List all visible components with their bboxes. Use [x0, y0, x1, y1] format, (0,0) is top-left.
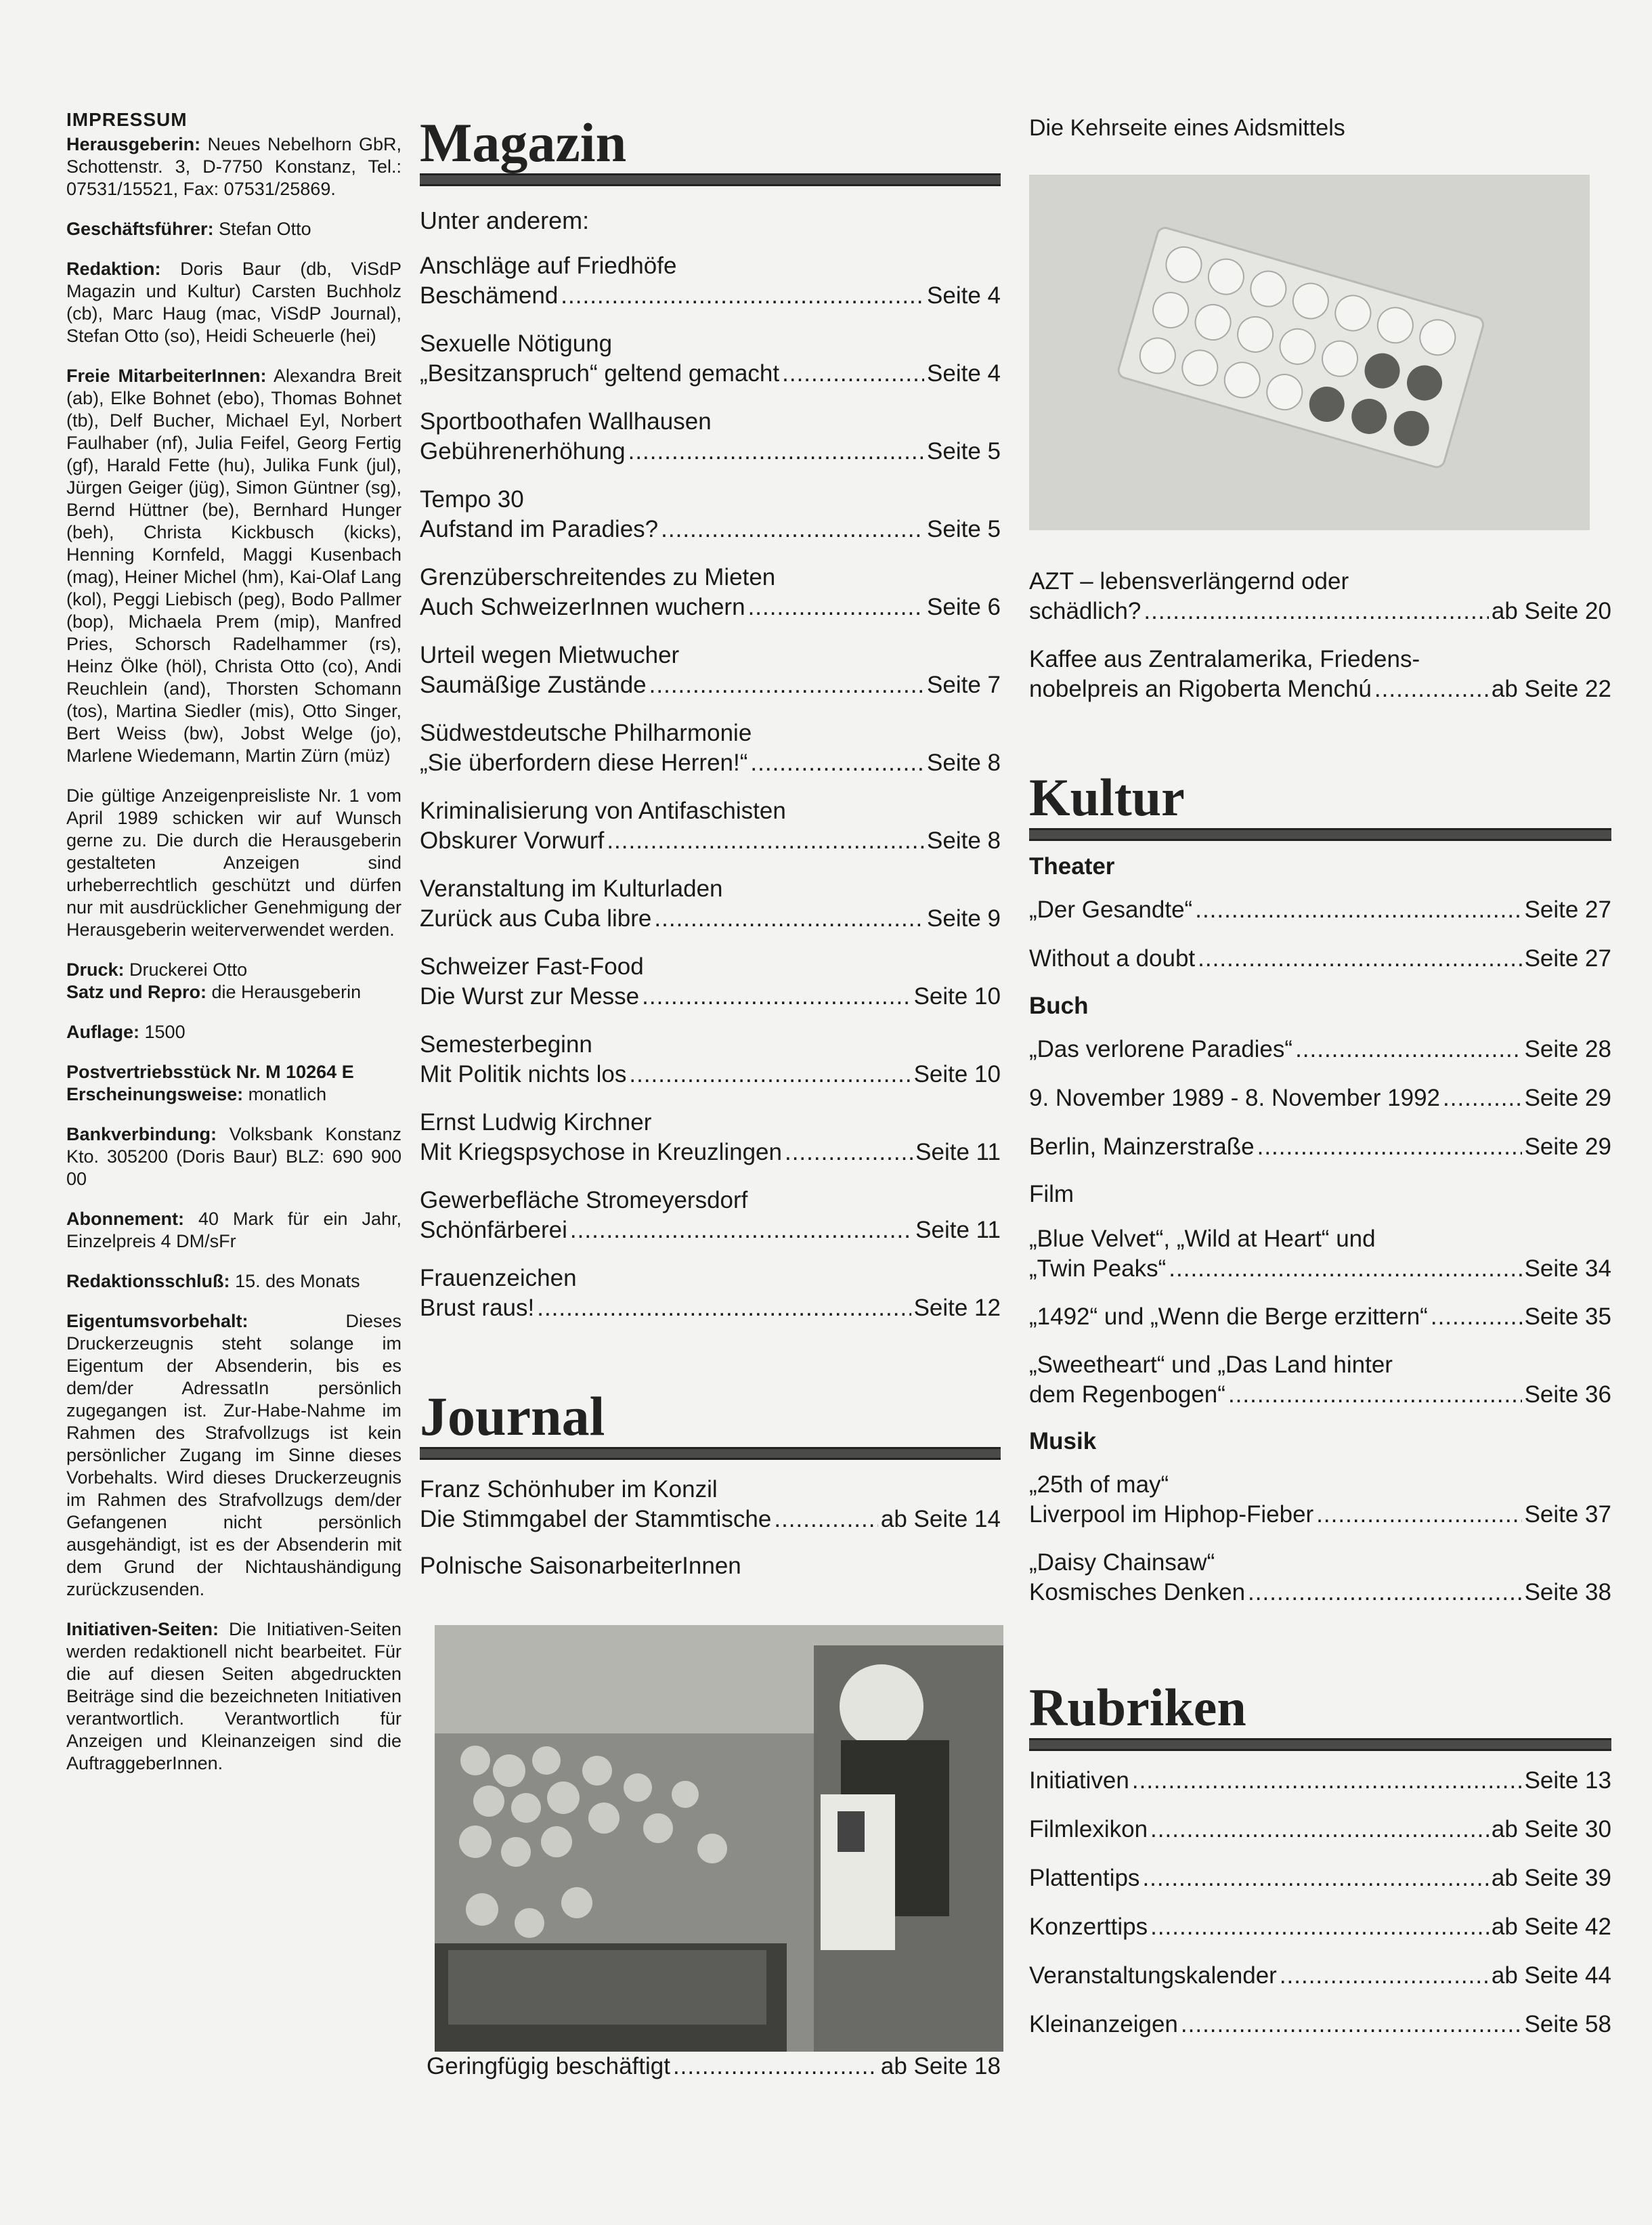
entry-text: „Das verlorene Paradies“: [1029, 1036, 1293, 1062]
dot-leader: [537, 1293, 911, 1323]
entry-text: Die Stimmgabel der Stammtische: [420, 1506, 772, 1532]
page-number: Seite 4: [927, 360, 1001, 387]
seasonal-workers-photo: [435, 1625, 1003, 2052]
entry-text: Mit Kriegspsychose in Kreuzlingen: [420, 1139, 782, 1165]
toc-entry[interactable]: [420, 641, 1001, 700]
page-number: ab Seite 42: [1491, 1914, 1611, 1940]
entry-text: Urteil wegen Mietwucher: [420, 642, 680, 668]
workers-photo-caption: Polnische SaisonarbeiterInnen: [420, 1553, 741, 1579]
dot-leader: [661, 515, 924, 544]
toc-entry[interactable]: [420, 952, 1001, 1012]
entry-text: Schönfärberei: [420, 1217, 567, 1243]
dot-leader: [782, 359, 924, 389]
dot-leader: [561, 281, 924, 311]
theater-label: Theater: [1029, 853, 1115, 880]
entry-text: Mit Politik nichts los: [420, 1061, 627, 1087]
dot-leader: [1316, 1500, 1521, 1530]
impressum-heading: IMPRESSUM: [66, 109, 188, 130]
magazin-intro: Unter anderem:: [420, 207, 590, 234]
entry-text: Sportboothafen Wallhausen: [420, 408, 712, 435]
toc-entry[interactable]: [1029, 567, 1611, 626]
magazin-rule: [420, 173, 1001, 186]
entry-text: Kaffee aus Zentralamerika, Friedens-: [1029, 646, 1420, 672]
dot-leader: [1228, 1380, 1522, 1410]
entry-text: Berlin, Mainzerstraße: [1029, 1133, 1255, 1160]
page-number: Seite 27: [1524, 897, 1611, 923]
toc-entry[interactable]: [420, 563, 1001, 622]
toc-entry[interactable]: [1029, 1815, 1611, 1844]
page-number: ab Seite 20: [1491, 598, 1611, 624]
entry-text: dem Regenbogen“: [1029, 1381, 1225, 1408]
dot-leader: [1431, 1302, 1522, 1332]
film-label: Film: [1029, 1181, 1074, 1207]
page-number: Seite 6: [927, 594, 1001, 620]
entry-text: Sexuelle Nötigung: [420, 330, 613, 357]
dot-leader: [1195, 895, 1521, 925]
dot-leader: [628, 437, 924, 467]
dot-leader: [1144, 597, 1489, 626]
entry-text: „Twin Peaks“: [1029, 1255, 1167, 1282]
page-number: Seite 58: [1524, 2011, 1611, 2037]
page-number: Seite 34: [1524, 1255, 1611, 1282]
page-number: Seite 29: [1524, 1133, 1611, 1160]
page-number: Seite 11: [915, 1217, 1001, 1243]
entry-text: AZT – lebensverlängernd oder: [1029, 568, 1349, 595]
entry-text: Zurück aus Cuba libre: [420, 905, 652, 932]
entry-text: Kleinanzeigen: [1029, 2011, 1178, 2037]
toc-entry[interactable]: [420, 796, 1001, 856]
dot-leader: [1295, 1035, 1522, 1064]
page-number: ab Seite 44: [1491, 1962, 1611, 1989]
dot-leader: [607, 826, 924, 856]
entry-text: Beschämend: [420, 282, 559, 309]
buch-label: Buch: [1029, 993, 1089, 1019]
dot-leader: [1142, 1863, 1488, 1893]
toc-entry[interactable]: [1029, 1132, 1611, 1162]
toc-entry[interactable]: [420, 1263, 1001, 1323]
page-number: Seite 7: [927, 672, 1001, 698]
page-number: Seite 38: [1524, 1579, 1611, 1605]
toc-entry[interactable]: [1029, 1302, 1611, 1332]
dot-leader: [649, 670, 924, 700]
pill-photo-caption: Die Kehrseite eines Aidsmittels: [1029, 115, 1345, 141]
entry-text: „Blue Velvet“, „Wild at Heart“ und: [1029, 1226, 1376, 1252]
entry-text: Geringfügig beschäftigt: [427, 2053, 670, 2079]
entry-text: Kriminalisierung von Antifaschisten: [420, 798, 786, 824]
entry-text: Die Wurst zur Messe: [420, 983, 640, 1010]
impressum-circulation: Auflage: 1500: [66, 1022, 186, 1042]
dot-leader: [750, 748, 924, 778]
entry-text: Obskurer Vorwurf: [420, 827, 605, 854]
entry-text: 9. November 1989 - 8. November 1992: [1029, 1085, 1440, 1111]
entry-text: Without a doubt: [1029, 945, 1196, 972]
page-number: Seite 29: [1524, 1085, 1611, 1111]
dot-leader: [642, 982, 911, 1012]
page-number: ab Seite 30: [1491, 1816, 1611, 1842]
entry-text: Semesterbeginn: [420, 1031, 592, 1058]
page-number: Seite 13: [1524, 1767, 1611, 1794]
journal-rule: [420, 1447, 1001, 1460]
kultur-title: Kultur: [1029, 768, 1185, 827]
impressum-editors: Redaktion: Doris Baur (db, ViSdP Magazin und Kultur) Carsten Buchholz (cb), Marc Haug (mac, ViSdP Journal), Stefan Otto (so), Heidi Scheuerle (hei): [66, 259, 401, 346]
page-number: Seite 35: [1524, 1303, 1611, 1330]
dot-leader: [1150, 1912, 1489, 1942]
dot-leader: [673, 2053, 878, 2080]
right-column: [1029, 115, 1611, 2058]
impressum-postal: Postvertriebsstück Nr. M 10264 E Erscheinungsweise: monatlich: [66, 1062, 354, 1104]
toc-entry[interactable]: [1029, 1912, 1611, 1942]
page-number: Seite 10: [913, 983, 1001, 1010]
impressum-subscription: Abonnement: 40 Mark für ein Jahr, Einzelpreis 4 DM/sFr: [66, 1209, 401, 1251]
entry-text: Tempo 30: [420, 486, 524, 513]
page-number: Seite 12: [913, 1295, 1001, 1321]
dot-leader: [748, 592, 924, 622]
impressum-manager: Geschäftsführer: Stefan Otto: [66, 219, 311, 239]
entry-text: „Sie überfordern diese Herren!“: [420, 750, 748, 776]
entry-text: Frauenzeichen: [420, 1265, 577, 1291]
dot-leader: [1257, 1132, 1522, 1162]
toc-entry[interactable]: [420, 407, 1001, 467]
impressum-publisher: Herausgeberin: Neues Nebelhorn GbR, Schottenstr. 3, D-7750 Konstanz, Tel.: 07531/15521, Fax: 07531/25869.: [66, 134, 401, 199]
entry-text: „Sweetheart“ und „Das Land hinter: [1029, 1352, 1393, 1378]
dot-leader: [785, 1138, 913, 1167]
entry-text: Ernst Ludwig Kirchner: [420, 1109, 652, 1136]
toc-entry[interactable]: [420, 874, 1001, 934]
entry-text: Südwestdeutsche Philharmonie: [420, 720, 752, 746]
toc-entry[interactable]: [420, 1475, 1001, 1534]
magazin-title: Magazin: [420, 112, 627, 173]
page-number: ab Seite 18: [880, 2053, 1001, 2079]
page-number: Seite 36: [1524, 1381, 1611, 1408]
page-number: Seite 8: [927, 750, 1001, 776]
page-number: Seite 9: [927, 905, 1001, 932]
entry-text: Veranstaltungskalender: [1029, 1962, 1277, 1989]
toc-entry[interactable]: [1029, 1548, 1611, 1607]
entry-text: Plattentips: [1029, 1865, 1140, 1891]
toc-entry[interactable]: [420, 1186, 1001, 1245]
page-number: ab Seite 39: [1491, 1865, 1611, 1891]
page-number: Seite 4: [927, 282, 1001, 309]
impressum-ads-notice: Die gültige Anzeigenpreisliste Nr. 1 vom April 1989 schicken wir auf Wunsch gerne zu. Die durch die Herausgeberin gestalteten Anzeigen sind urheberrechtlich geschützt und dürfen nur mit ausdrücklicher Genehmigung der Herausgeberin weiterverwendet werden.: [66, 785, 401, 940]
dot-leader: [774, 1505, 878, 1534]
entry-text: „Besitzanspruch“ geltend gemacht: [420, 360, 780, 387]
impressum-column: [66, 108, 401, 1792]
entry-text: Liverpool im Hiphop-Fieber: [1029, 1501, 1314, 1528]
dot-leader: [1181, 2010, 1522, 2039]
impressum-initiatives: Initiativen-Seiten: Die Initiativen-Seiten werden redaktionell nicht bearbeitet. Für die auf diesen Seiten abgedruckten Beiträge sind die bezeichneten Initiativen verantwortlich. Verantwortlich für Anzeigen und Kleinanzeigen sind die AuftraggeberInnen.: [66, 1619, 401, 1773]
page-number: ab Seite 14: [880, 1506, 1001, 1532]
toc-entry[interactable]: [1029, 1470, 1611, 1530]
dot-leader: [1150, 1815, 1489, 1844]
entry-text: „25th of may“: [1029, 1471, 1169, 1498]
dot-leader: [1169, 1254, 1521, 1284]
entry-text: Grenzüberschreitendes zu Mieten: [420, 564, 776, 590]
page-number: Seite 5: [927, 516, 1001, 542]
page-number: Seite 8: [927, 827, 1001, 854]
impressum-deadline: Redaktionsschluß: 15. des Monats: [66, 1271, 360, 1291]
dot-leader: [1198, 944, 1521, 974]
entry-text: „Der Gesandte“: [1029, 897, 1193, 923]
page-number: Seite 28: [1524, 1036, 1611, 1062]
dot-leader: [1280, 1961, 1489, 1991]
toc-entry[interactable]: [420, 1108, 1001, 1167]
dot-leader: [1443, 1083, 1522, 1113]
impressum-print: Druck: Druckerei Otto Satz und Repro: die Herausgeberin: [66, 959, 362, 1002]
toc-entry[interactable]: [420, 485, 1001, 544]
toc-entry[interactable]: [1029, 944, 1611, 974]
dot-leader: [1374, 674, 1489, 704]
entry-text: Filmlexikon: [1029, 1816, 1148, 1842]
entry-text: Konzerttips: [1029, 1914, 1148, 1940]
toc-entry[interactable]: [420, 251, 1001, 311]
entry-text: Veranstaltung im Kulturladen: [420, 876, 723, 902]
entry-text: Aufstand im Paradies?: [420, 516, 659, 542]
rubriken-rule: [1029, 1738, 1611, 1751]
entry-text: „Daisy Chainsaw“: [1029, 1549, 1215, 1576]
rubriken-title: Rubriken: [1029, 1678, 1246, 1737]
entry-text: Gebührenerhöhung: [420, 438, 626, 465]
entry-text: Kosmisches Denken: [1029, 1579, 1246, 1605]
dot-leader: [1248, 1578, 1522, 1607]
entry-text: schädlich?: [1029, 598, 1142, 624]
entry-text: Auch SchweizerInnen wuchern: [420, 594, 745, 620]
toc-entry[interactable]: [1029, 1224, 1611, 1284]
toc-entry[interactable]: [1029, 1083, 1611, 1113]
kultur-rule: [1029, 828, 1611, 841]
toc-entry[interactable]: [1029, 895, 1611, 925]
middle-column: [420, 112, 1001, 1596]
page-number: Seite 37: [1524, 1501, 1611, 1528]
dot-leader: [570, 1215, 913, 1245]
entry-text: „1492“ und „Wenn die Berge erzittern“: [1029, 1303, 1428, 1330]
entry-text: Anschläge auf Friedhöfe: [420, 253, 677, 279]
page-number: Seite 11: [915, 1139, 1001, 1165]
page-number: Seite 27: [1524, 945, 1611, 972]
toc-entry[interactable]: [1029, 1035, 1611, 1064]
toc-entry[interactable]: [1029, 2010, 1611, 2039]
workers-caption-row[interactable]: [427, 2053, 1001, 2080]
toc-entry[interactable]: [1029, 1961, 1611, 1991]
entry-text: Franz Schönhuber im Konzil: [420, 1476, 718, 1503]
entry-text: Brust raus!: [420, 1295, 535, 1321]
toc-entry[interactable]: [1029, 1863, 1611, 1893]
entry-text: nobelpreis an Rigoberta Menchú: [1029, 676, 1372, 702]
dot-leader: [629, 1060, 911, 1089]
toc-entry[interactable]: [1029, 1350, 1611, 1410]
toc-entry[interactable]: [420, 329, 1001, 389]
toc-entry[interactable]: [1029, 645, 1611, 704]
toc-entry[interactable]: [420, 718, 1001, 778]
impressum-ownership: Eigentumsvorbehalt: Dieses Druckerzeugnis steht solange im Eigentum der Absenderin, bis es dem/der AdressatIn persönlich zugegangen ist. Zur-Habe-Nahme im Rahmen des Strafvollzugs ist kein persönlicher Zugang im Sinne dieses Vorbehalts. Wird dieses Druckerzeugnis im Rahmen des Strafvollzugs dem/der Gefangenen nicht persönlich ausgehändigt, ist es der Absenderin mit dem Grund der Nichtaushändigung zurückzusenden.: [66, 1311, 401, 1599]
workers-photo-image: [435, 1625, 1003, 2052]
toc-entry[interactable]: [1029, 1766, 1611, 1796]
entry-text: Initiativen: [1029, 1767, 1129, 1794]
toc-entry[interactable]: [420, 1030, 1001, 1089]
entry-text: Gewerbefläche Stromeyersdorf: [420, 1187, 748, 1213]
magazin-list: [420, 251, 1001, 1323]
impressum-bank: Bankverbindung: Volksbank Konstanz Kto. 305200 (Doris Baur) BLZ: 690 900 00: [66, 1124, 401, 1189]
page-number: Seite 10: [913, 1061, 1001, 1087]
impressum-freelancers: Freie MitarbeiterInnen: Alexandra Breit (ab), Elke Bohnet (ebo), Thomas Bohnet (tb), Delf Bucher, Michael Eyl, Norbert Faulhaber (nf), Julia Feifel, Georg Fertig (gf), Harald Fette (hu), Julika Funk (jul), Jürgen Geiger (jüg), Simon Güntner (sg), Bernd Hüttner (be), Bernhard Hunger (beh), Christa Kickbusch (kicks), Henning Kornfeld, Maggi Kusenbach (mag), Heiner Michel (hm), Kai-Olaf Lang (kol), Peggi Liebisch (peg), Bodo Pallmer (bop), Michaela Prem (mip), Manfred Pries, Schorsch Radelhammer (rs), Heinz Ölke (höl), Christa Otto (co), Andi Reuchlein (and), Thorsten Schomann (tos), Martina Siedler (mis), Otto Singer, Bert Weiss (bw), Jobst Welge (jo), Marlene Wiedemann, Martin Zürn (müz): [66, 366, 401, 766]
entry-text: Schweizer Fast-Food: [420, 953, 644, 980]
page-number: Seite 5: [927, 438, 1001, 465]
page-number: ab Seite 22: [1491, 676, 1611, 702]
musik-label: Musik: [1029, 1428, 1097, 1454]
dot-leader: [654, 904, 924, 934]
entry-text: Saumäßige Zustände: [420, 672, 647, 698]
journal-title: Journal: [420, 1385, 605, 1447]
dot-leader: [1132, 1766, 1522, 1796]
